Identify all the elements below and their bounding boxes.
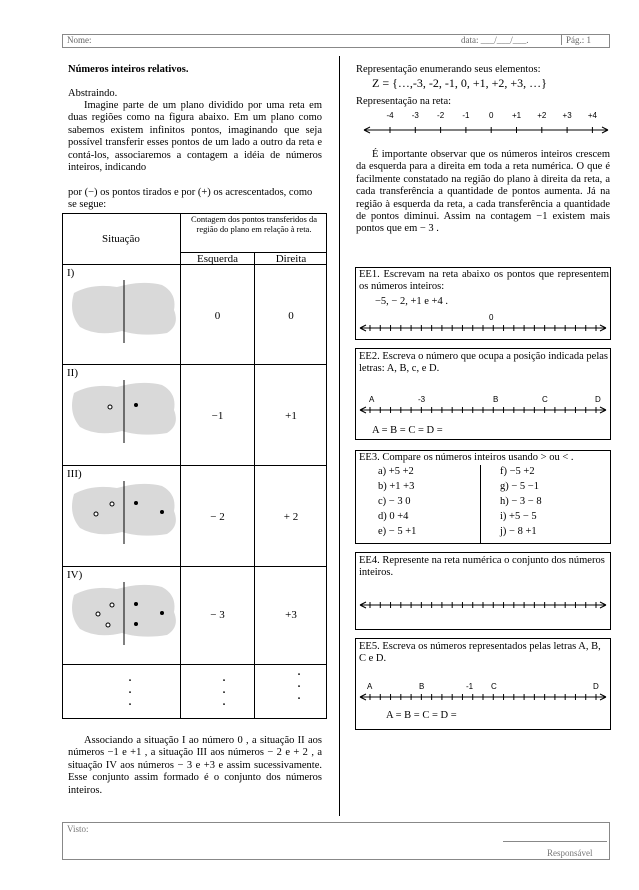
number-line-main	[360, 109, 610, 139]
tick-label: -3	[411, 111, 419, 120]
signature-line	[503, 841, 607, 842]
ee3-item[interactable]: g) − 5 −1	[500, 481, 539, 492]
esquerda-value: − 3	[210, 609, 225, 621]
blob-figure-4	[72, 582, 176, 645]
ee3-item[interactable]: i) +5 − 5	[500, 511, 537, 522]
rep-line-label: Representação na reta:	[356, 96, 452, 107]
responsavel-label: Responsável	[547, 848, 593, 858]
ee3-item[interactable]: a) +5 +2	[378, 466, 414, 477]
ee5-label-m1: -1	[466, 682, 474, 691]
visto-label[interactable]: Visto:	[67, 824, 89, 834]
date-label: data: ___/___/___.	[461, 35, 529, 45]
tick-label: -2	[437, 111, 445, 120]
ee2-label-a: A	[369, 395, 375, 404]
ee4-title: EE4. Represente na reta numérica o conjunto dos números inteiros.	[359, 555, 605, 579]
esquerda-value: −1	[211, 410, 224, 422]
ee5-label-d: D	[593, 682, 599, 691]
row-label: III)	[67, 468, 82, 480]
esquerda-value: − 2	[210, 511, 225, 523]
blob-figure-3	[72, 481, 176, 544]
rep-enum-formula: Z = {…,-3, -2, -1, 0, +1, +2, +3, …}	[372, 76, 547, 90]
ee3-item[interactable]: e) − 5 +1	[378, 526, 417, 537]
ee5-label-a: A	[367, 682, 373, 691]
ee3-item[interactable]: j) − 8 +1	[500, 526, 537, 537]
tick-label: -1	[462, 111, 470, 120]
col-header-situacao: Situação	[102, 233, 140, 245]
tick-label: +4	[587, 111, 597, 120]
ee5-answers[interactable]: A = B = C = D =	[386, 710, 457, 721]
intro-label: Abstraindo.	[68, 88, 118, 99]
ee3-title: EE3. Compare os números inteiros usando > ou < .	[359, 452, 574, 463]
ellipsis-dots: . . .	[128, 672, 132, 708]
tick-label: +3	[562, 111, 572, 120]
intro-paragraph: Imagine parte de um plano dividido por uma reta em duas regiões como na figura abaixo. Em um plano como sabemos existem infinitos pontos, imaginando que seja possível transferir esses pontos de um lado a outro da reta e contá-los, associaremos a contagem a idéia de números inteiros, indicando	[68, 100, 322, 174]
row-label: IV)	[67, 569, 83, 581]
ee3-item[interactable]: b) +1 +3	[378, 481, 415, 492]
plane-figures	[62, 265, 327, 685]
row-label: I)	[67, 267, 75, 279]
number-line-ee4[interactable]	[358, 597, 608, 613]
observation-paragraph: É importante observar que os números inteiros crescem da esquerda para a direita em toda a reta numérica. O que é facilmente constatado na região do plano à direita da reta, a cada transferência a quantidade de pontos aumenta. Já na região à esquerda da reta, a cada transferência a quantidade de pontos diminui. Assim na contagem −1 existem mais pontos que em − 3 .	[356, 149, 610, 235]
col-header-esquerda: Esquerda	[197, 253, 238, 265]
ee2-label-b: B	[493, 395, 499, 404]
ee3-item[interactable]: c) − 3 0	[378, 496, 411, 507]
header-bar	[62, 34, 610, 48]
ee3-item[interactable]: d) 0 +4	[378, 511, 409, 522]
name-label: Nome:	[67, 35, 92, 45]
ee2-label-c: C	[542, 395, 548, 404]
ee2-answers[interactable]: A = B = C = D =	[372, 425, 443, 436]
ee3-item[interactable]: f) −5 +2	[500, 466, 535, 477]
closing-paragraph: Associando a situação I ao número 0 , a situação II aos números −1 e +1 , a situação III aos números − 2 e + 2 , a situação IV aos números − 3 e +3 e assim sucessivamente. Esse conjunto assim formado é o conjunto dos números inteiros.	[68, 735, 322, 796]
tick-label: -4	[386, 111, 394, 120]
page-label: Pág.: 1	[561, 35, 591, 45]
col-header-direita: Direita	[275, 253, 307, 265]
rep-enum-label: Representação enumerando seus elementos:	[356, 64, 541, 75]
direita-value: +3	[285, 609, 297, 621]
intro-paragraph-end: por (−) os pontos tirados e por (+) os acrescentados, como se segue:	[68, 187, 313, 211]
ee5-label-c: C	[491, 682, 497, 691]
ee1-numbers: −5, − 2, +1 e +4 .	[375, 296, 448, 307]
footer-box	[62, 822, 610, 860]
number-line-ee2	[358, 402, 608, 418]
ee1-zero: 0	[489, 313, 494, 322]
col-header-contagem: Contagem dos pontos transferidos da região do plano em relação à reta.	[190, 214, 318, 234]
ee3-item[interactable]: h) − 3 − 8	[500, 496, 542, 507]
blob-figure-2	[72, 380, 176, 443]
number-line-ee5	[358, 689, 608, 705]
blob-figure-1	[72, 280, 176, 343]
ee5-label-b: B	[419, 682, 425, 691]
ellipsis-dots: . . .	[222, 672, 226, 708]
esquerda-value: 0	[214, 310, 221, 322]
row-label: II)	[67, 367, 78, 379]
direita-value: +1	[285, 410, 297, 422]
tick-label: +1	[511, 111, 522, 120]
ee1-title: EE1. Escrevam na reta abaixo os pontos que representem os números inteiros:	[359, 269, 609, 293]
ee5-title: EE5. Escreva os números representados pelas letras A, B, C e D.	[359, 641, 601, 665]
section-title: Números inteiros relativos.	[68, 64, 189, 75]
number-line-ee1[interactable]	[358, 320, 608, 336]
ee2-label-m3: -3	[418, 395, 426, 404]
ee2-label-d: D	[595, 395, 601, 404]
direita-value: 0	[288, 310, 294, 322]
tick-label: +2	[537, 111, 547, 120]
ee2-title: EE2. Escreva o número que ocupa a posição indicada pelas letras: A, B, c, e D.	[359, 351, 608, 375]
direita-value: + 2	[283, 511, 299, 523]
tick-label: 0	[488, 111, 494, 120]
column-divider	[339, 56, 340, 816]
ellipsis-dots: . . .	[297, 666, 301, 702]
ee3-divider	[480, 465, 481, 543]
